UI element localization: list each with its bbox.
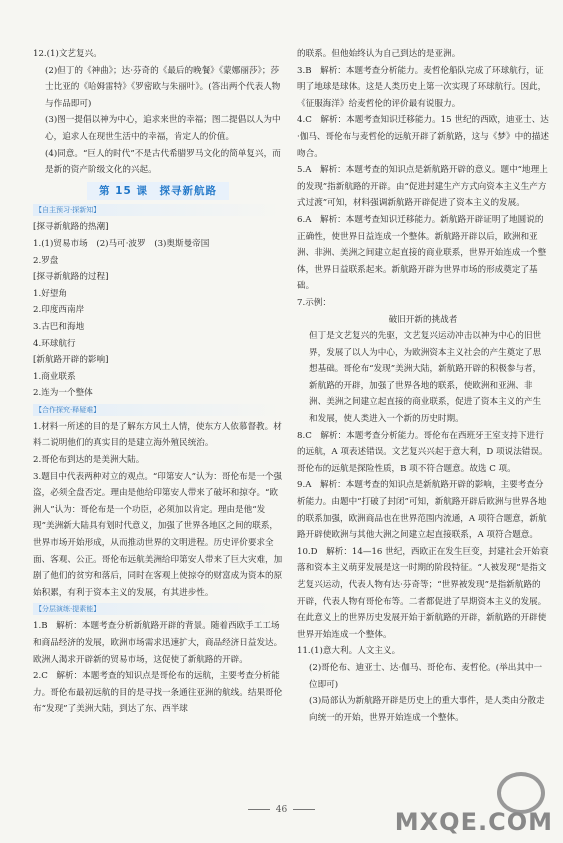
left-paragraph: 3.古巴和海地: [33, 321, 85, 332]
right-paragraph: 的联系。但他始终认为自己到达的是亚洲。: [297, 49, 461, 59]
left-paragraph: 1.商业联系: [33, 371, 76, 382]
right-paragraph: (3)局部认为新航路开辟是历史上的重大事件，是人类由分散走向统一的开始，世界开始连成一个整体。: [309, 696, 545, 723]
lesson-title: 第 15 课 探寻新航路: [87, 182, 229, 200]
lesson-header: [33, 182, 283, 201]
right-paragraph: 破旧开新的挑战者: [388, 314, 458, 325]
left-paragraph: (2)但丁的《神曲》；达·芬奇的《最后的晚餐》《蒙娜丽莎》；莎士比亚的《哈姆雷特》《罗密欧与朱丽叶》。(答出两个代表人物与作品即可): [45, 65, 281, 109]
left-paragraph: [探寻新航路的过程]: [33, 272, 109, 283]
right-paragraph: 10.D 解析：14—16 世纪，西欧正在发生巨变，封建社会开始衰落和资本主义萌芽发展是这一时期的阶段特征。“人被发现”是指文艺复兴运动，代表人物有达·芬奇等；“世界被发现”是指新航路的开辟，代表人物有哥伦布等。二者都促进了早期资本主义的发展。在此意义上的世界历史发展开始于新航路的开辟，新航路的开辟使世界开始连成一个整体。: [297, 546, 549, 640]
section-band: 【合作探究·释疑难】: [33, 404, 283, 416]
left-paragraph: (4)同意。“巨人的时代”不是古代希腊罗马文化的简单复兴，而是新的资产阶级文化的兴起。: [45, 148, 281, 176]
left-paragraph: 1.材料一所述的目的是了解东方风土人情，使东方人依慕督教。材料二说明他们的真实目的是建立海外殖民统治。: [33, 421, 282, 449]
right-paragraph: 3.B 解析：本题考查分析能力。麦哲伦船队完成了环球航行，证明了地球是球体。这是人类历史上第一次实现了环球航行。因此，《征服海洋》给麦哲伦的评价最有说服力。: [297, 65, 547, 109]
right-paragraph: 11.(1)意大利。人文主义。: [297, 646, 401, 657]
left-paragraph: [新航路开辟的影响]: [33, 355, 109, 366]
left-paragraph: 1.B 解析：本题考查分析新航路开辟的背景。随着西欧手工工场和商品经济的发展，欧洲市场需求迅速扩大，商品经济日益发达。欧洲人渴求开辟新的贸易市场，这促使了新航路的开辟。: [33, 621, 283, 665]
right-paragraph: 7.示例：: [297, 297, 331, 308]
section-band: 【自主预习·探新知】: [33, 204, 283, 216]
left-paragraph: 2.C 解析：本题考查的知识点是哥伦布的远航，主要考查分析能力。哥伦布最初远航的目的是寻找一条通往亚洲的航线。结果哥伦布“发现”了美洲大陆，到达了东、西半球: [33, 671, 283, 715]
right-column: [297, 46, 549, 726]
left-paragraph: 2.连为一个整体: [33, 388, 93, 399]
page-number-text: 46: [275, 805, 288, 815]
right-paragraph: (2)哥伦布、迪亚士、达·伽马、哥伦布、麦哲伦。(举出其中一位即可): [309, 662, 543, 690]
right-paragraph: 4.C 解析：本题考查知识迁移能力。15 世纪的西欧，迪亚士、达·伽马、哥伦布与麦哲伦的远航开辟了新航路，这与《梦》中的描述吻合。: [297, 115, 549, 159]
section-band: 【分层演练·提素能】: [33, 603, 283, 615]
left-paragraph: 2.印度西南岸: [33, 305, 85, 316]
left-paragraph: 3.题目中代表两种对立的观点。“印第安人”认为：哥伦布是一个强盗，必须全盘否定。理由是他给印第安人带来了破坏和掠夺。“欧洲人”认为：哥伦布是一个功臣，必须加以肯定。理由是他“发现”美洲新大陆具有划时代意义，加强了世界各地区之间的联系，世界市场开始形成，从而推动世界的文明进程。历史评价要求全面、客观、公正。哥伦布远航美洲给印第安人带来了巨大灾难，加剧了他们的贫穷和落后，同时在客观上使掠夺的财富成为资本的原始积累，有利于资本主义的发展，有其进步性。: [33, 471, 283, 598]
left-column: [33, 46, 283, 718]
right-paragraph: 5.A 解析：本题考查的知识点是新航路开辟的意义。题中“地理上的发现”指新航路的开辟。由“促进封建生产方式向资本主义生产方式过渡”可知，材料强调新航路开辟促进了资本主义的发展。: [297, 165, 548, 209]
left-paragraph: 4.环球航行: [33, 338, 76, 349]
left-paragraph: [探寻新航路的热潮]: [33, 222, 109, 233]
left-paragraph: 1.好望角: [33, 288, 67, 299]
left-paragraph: 2.哥伦布到达的是美洲大陆。: [33, 455, 145, 466]
right-paragraph: 6.A 解析：本题考查知识迁移能力。新航路开辟证明了地圆说的正确性，使世界日益连成一个整体。新航路开辟以后，欧洲和亚洲、非洲、美洲之间建立起直接的商业联系，世界开始连成一个整体，世界日益联系起来。新航路开辟为世界市场的形成奠定了基础。: [297, 214, 547, 292]
left-paragraph: (3)图一提倡以神为中心，追求来世的幸福；图二提倡以人为中心，追求人在现世生活中的幸福，肯定人的价值。: [45, 115, 281, 142]
right-paragraph: 但丁是文艺复兴的先驱，文艺复兴运动冲击以神为中心的旧世界，发展了以人为中心，为欧洲资本主义社会的产生奠定了思想基础。哥伦布“发现”美洲大陆，新航路开辟的积极参与者，新航路的开辟，加强了世界各地的联系，使欧洲和亚洲、非洲、美洲之间建立起直接的商业联系，促进了资本主义的产生和发展，使人类进入一个新的历史时期。: [309, 331, 542, 425]
left-paragraph: 2.罗盘: [33, 255, 59, 266]
watermark-text: MXQE.COM: [394, 808, 553, 836]
left-paragraph: 1.(1)贸易市场 (2)马可·波罗 (3)奥斯曼帝国: [33, 238, 210, 249]
page-number-dash-left: [248, 809, 270, 810]
right-paragraph: 9.A 解析：本题考查的知识点是新航路开辟的影响，主要考查分析能力。由题中“打破了封闭”可知，新航路开辟后欧洲与世界各地的联系加强，欧洲商品也在世界范围内流通，A 项符合题意，新航路开辟使欧洲与其他大洲之间建立起直接联系，A 项符合题意。: [297, 480, 547, 541]
right-paragraph: 8.C 解析：本题考查分析能力。哥伦布在西班牙王室支持下进行的远航，A 项表述错误。文艺复兴兴起于意大利，D 项说法错误。哥伦布的远航是探险性质，B 项不符合题意。故选 C 项。: [297, 430, 548, 474]
left-paragraph: 12.(1)文艺复兴。: [33, 49, 102, 59]
page-number-dash-right: [293, 809, 315, 810]
